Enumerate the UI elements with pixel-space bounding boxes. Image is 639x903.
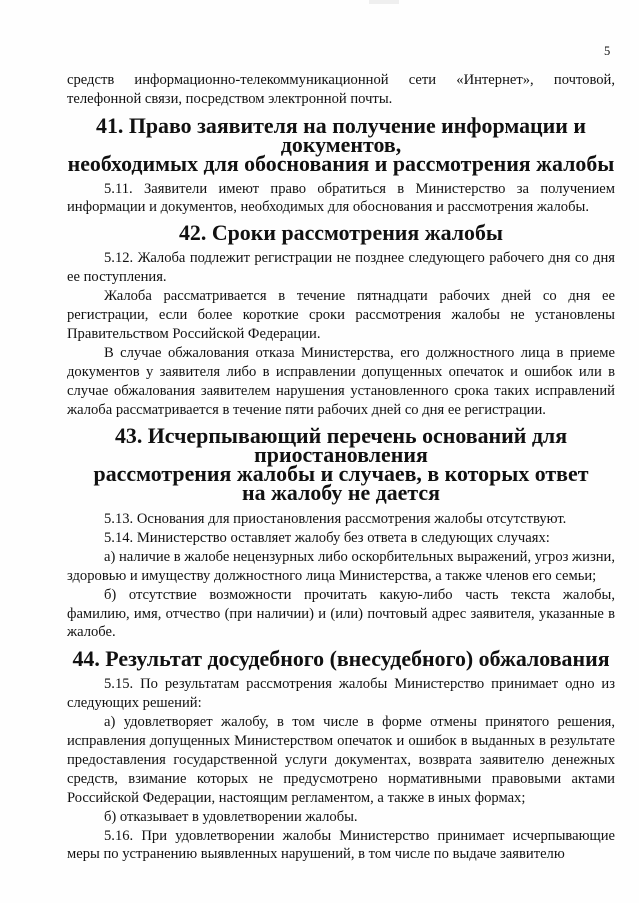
paragraph-5-13: 5.13. Основания для приостановления рассмотрения жалобы отсутствуют. (104, 511, 567, 528)
heading-line: 41. Право заявителя на получение информации и документов, (96, 112, 586, 157)
list-item-5-14-a: а) наличие в жалобе нецензурных либо оскорбительных выражений, угроз жизни, здоровью и имуществу должностного лица Министерства, а также членов его семьи; (67, 548, 615, 584)
paragraph-5-14: 5.14. Министерство оставляет жалобу без ответа в следующих случаях: (104, 529, 550, 546)
page-number: 5 (604, 44, 611, 58)
paragraph-5-12: 5.12. Жалоба подлежит регистрации не позднее следующего рабочего дня со дня ее поступления. (67, 250, 615, 286)
paragraph-5-12-review-period: Жалоба рассматривается в течение пятнадцати рабочих дней со дня ее регистрации, если более короткие сроки рассмотрения жалобы не установлены Правительством Российской Федерации. (67, 288, 615, 342)
heading-line: 43. Исчерпывающий перечень оснований для приостановления (114, 423, 568, 468)
section-heading-43 (67, 423, 615, 506)
list-item-5-14-b: б) отсутствие возможности прочитать какую-либо часть текста жалобы, фамилию, имя, отчество (при наличии) и (или) почтовый адрес заявителя, указанные в жалобе. (67, 586, 615, 641)
paragraph-5-12-refusal-appeal: В случае обжалования отказа Министерства, его должностного лица в приеме документов у заявителя либо в исправлении допущенных опечаток и ошибок или в случае обжалования заявителем нарушения установленного срока таких исправлений жалоба рассматривается в течение пяти рабочих дней со дня ее регистрации. (67, 344, 615, 418)
heading-line: на жалобу не дается (242, 480, 440, 506)
section-heading-44 (67, 646, 615, 672)
section-heading-42 (67, 220, 615, 246)
list-item-5-15-b: б) отказывает в удовлетворении жалобы. (104, 808, 358, 825)
list-item-5-15-a: а) удовлетворяет жалобу, в том числе в форме отмены принятого решения, исправления допущенных Министерством опечаток и ошибок в выданных в результате предоставления государственной услуги документах, возврата заявителю денежных средств, взимание которых не предусмотрено нормативными правовыми актами Российской Федерации, настоящим регламентом, а также в иных формах; (67, 714, 615, 806)
paragraph-5-15: 5.15. По результатам рассмотрения жалобы Министерство принимает одно из следующих решений: (67, 676, 615, 712)
heading-line: 44. Результат досудебного (внесудебного) обжалования (72, 646, 610, 672)
document-body (67, 71, 615, 864)
paragraph-5-11: 5.11. Заявители имеют право обратиться в Министерство за получением информации и документов, необходимых для обоснования и рассмотрения жалобы. (67, 180, 615, 216)
paragraph-5-16: 5.16. При удовлетворении жалобы Министерство принимает исчерпывающие меры по устранению выявленных нарушений, в том числе по выдаче заявителю (67, 827, 615, 863)
heading-line: необходимых для обоснования и рассмотрения жалобы (67, 150, 615, 176)
heading-line: 42. Сроки рассмотрения жалобы (178, 220, 504, 246)
paragraph-continuation: средств информационно-телекоммуникационной сети «Интернет», почтовой, телефонной связи, посредством электронной почты. (67, 72, 615, 107)
heading-line: рассмотрения жалобы и случаев, в которых ответ (93, 461, 589, 487)
section-heading-41 (67, 112, 615, 176)
scan-artifact (369, 0, 399, 4)
